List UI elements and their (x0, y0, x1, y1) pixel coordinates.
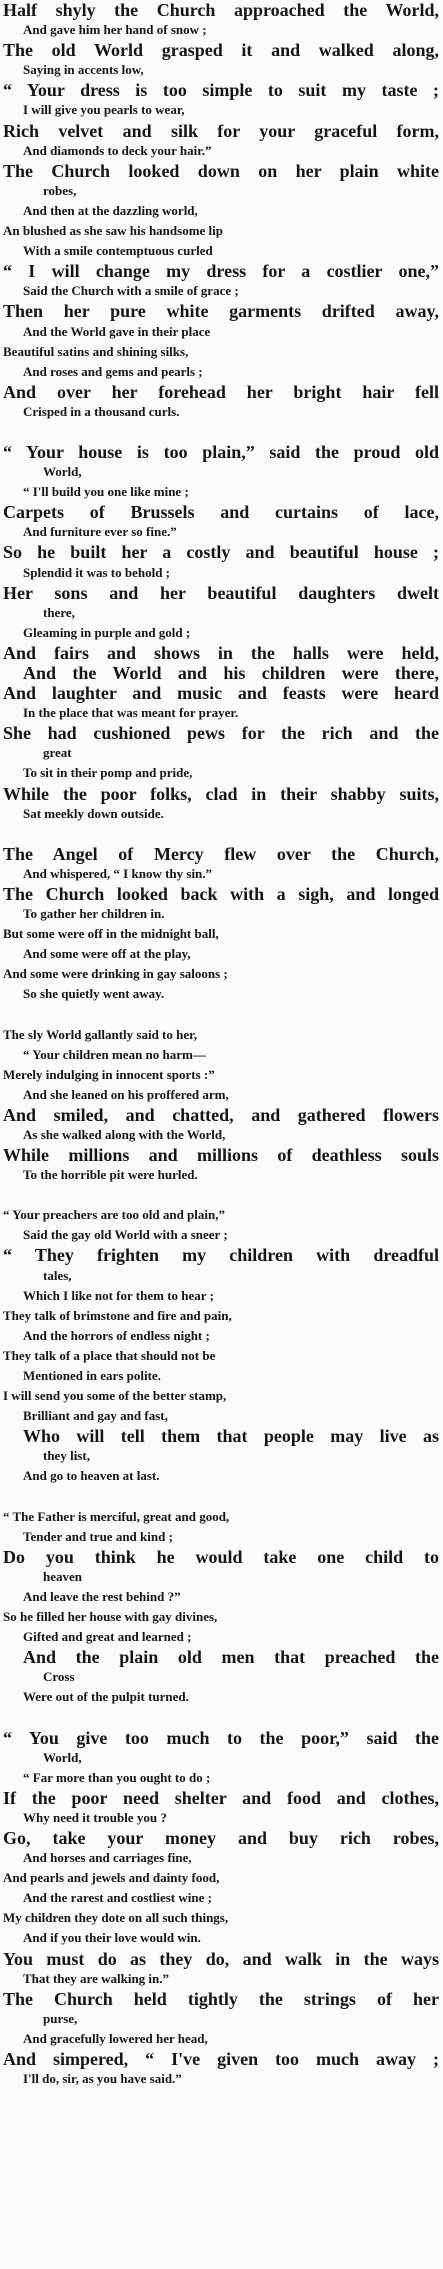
poem-line: Go, take your money and buy rich robes, (3, 1827, 439, 1848)
poem-line: Merely indulging in innocent sports :” (3, 1066, 215, 1082)
poem-line: Carpets of Brussels and curtains of lace, (3, 502, 439, 523)
poem-line: Cross (43, 1669, 75, 1685)
poem-line: So he filled her house with gay divines, (3, 1609, 218, 1625)
poem-line: Brilliant and gay and fast, (23, 1408, 168, 1424)
poem-line: Gleaming in purple and gold ; (23, 624, 191, 640)
poem-line: With a smile contemptuous curled (23, 243, 213, 259)
poem-line: Crisped in a thousand curls. (23, 403, 180, 419)
poem-line: And whispered, “ I know thy sin.” (23, 865, 213, 881)
poem-line: purse, (43, 2010, 78, 2026)
poem-line: So he built her a costly and beautiful house ; (3, 542, 439, 563)
poem-line: Do you think he would take one child to (3, 1546, 439, 1567)
poem-line: And smiled, and chatted, and gathered flowers (3, 1104, 439, 1125)
stanza (3, 1025, 443, 1186)
poem-line: World, (43, 464, 82, 480)
poem-line: “ Your dress is too simple to suit my taste ; (3, 80, 439, 101)
poem-line: An blushed as she saw his handsome lip (3, 223, 223, 239)
poem-line: I will give you pearls to wear, (23, 102, 185, 118)
poem-line: The Church looked down on her plain white (3, 160, 439, 181)
poem-line: Splendid it was to behold ; (23, 564, 171, 580)
poem-line: Said the Church with a smile of grace ; (23, 283, 239, 299)
poem-line: And horses and carriages fine, (23, 1850, 192, 1866)
poem-line: And then at the dazzling world, (23, 202, 198, 218)
poem-line: Which I like not for them to hear ; (23, 1287, 214, 1303)
stanza (3, 442, 443, 824)
poem-line: And some were off at the play, (23, 946, 191, 962)
poem-line: Half shyly the Church approached the World, (3, 0, 439, 20)
poem-line: To the horrible pit were hurled. (23, 1167, 198, 1183)
poem-line: And leave the rest behind ?” (23, 1588, 181, 1604)
poem-line: heaven (43, 1568, 82, 1584)
poem-line: “ Your preachers are too old and plain,” (3, 1207, 225, 1223)
poem-line: I will send you some of the better stamp, (3, 1388, 227, 1404)
stanza (3, 1507, 443, 1708)
poem-line: “ Your house is too plain,” said the proud old (3, 441, 439, 462)
poem-line: there, (43, 604, 75, 620)
poem-line: Sat meekly down outside. (23, 805, 164, 821)
poem-line: While millions and millions of deathless souls (3, 1145, 439, 1166)
poem-line: And if you their love would win. (23, 1930, 201, 1946)
poem-line: And fairs and shows in the halls were held, (3, 642, 439, 663)
poem-line: In the place that was meant for prayer. (23, 705, 239, 721)
poem-line: “ The Father is merciful, great and good, (3, 1508, 230, 1524)
poem-line: “ I'll build you one like mine ; (23, 484, 189, 500)
poem-line: Why need it trouble you ? (23, 1809, 167, 1825)
poem-line: tales, (43, 1267, 72, 1283)
poem-line: they list, (43, 1448, 90, 1464)
poem-line: And pearls and jewels and dainty food, (3, 1870, 220, 1886)
poem-line: To gather her children in. (23, 906, 165, 922)
poem-line: If the poor need shelter and food and clothes, (3, 1787, 439, 1808)
poem-line: Saying in accents low, (23, 62, 144, 78)
poem-line: And the rarest and costliest wine ; (23, 1890, 212, 1906)
poem-line: Rich velvet and silk for your graceful form, (3, 120, 439, 141)
poem-line: Who will tell them that people may live as (23, 1426, 439, 1447)
poem-line: “ Far more than you ought to do ; (23, 1769, 211, 1785)
poem-line: The sly World gallantly said to her, (3, 1026, 197, 1042)
poem-line: Gifted and great and learned ; (23, 1629, 192, 1645)
poem-line: Then her pure white garments drifted away, (3, 301, 439, 322)
poem-line: Her sons and her beautiful daughters dwelt (3, 582, 439, 603)
poem-line: And over her forehead her bright hair fell (3, 381, 439, 402)
poem-line: World, (43, 1749, 82, 1765)
poem-line: “ Your children mean no harm— (23, 1046, 206, 1062)
poem-line: My children they dote on all such things, (3, 1910, 229, 1926)
poem-line: “ You give too much to the poor,” said the (3, 1727, 439, 1748)
poem-line: That they are walking in.” (23, 1970, 170, 1986)
poem-line: And the plain old men that preached the (23, 1647, 439, 1668)
poem-line: Tender and true and kind ; (23, 1528, 173, 1544)
poem-line: And the horrors of endless night ; (23, 1327, 210, 1343)
poem-line: So she quietly went away. (23, 986, 165, 1002)
poem-line: They talk of a place that should not be (3, 1347, 216, 1363)
poem-line: As she walked along with the World, (23, 1126, 226, 1142)
poem-line: Beautiful satins and shining silks, (3, 343, 189, 359)
poem-line: The Church looked back with a sigh, and longed (3, 883, 439, 904)
stanza (3, 1728, 443, 2090)
poem-line: And the World gave in their place (23, 323, 211, 339)
poem-line: And roses and gems and pearls ; (23, 363, 203, 379)
poem-line: Mentioned in ears polite. (23, 1368, 161, 1383)
poem-line: I'll do, sir, as you have said.” (23, 2071, 182, 2087)
poem-line: And go to heaven at last. (23, 1468, 160, 1484)
poem-line: And she leaned on his proffered arm, (23, 1086, 229, 1102)
poem-line: great (43, 745, 72, 761)
stanza (3, 0, 443, 422)
poem-line: The Church held tightly the strings of her (3, 1988, 439, 2009)
poem-line: And some were drinking in gay saloons ; (3, 966, 228, 982)
poem-line: While the poor folks, clad in their shabby suits, (3, 783, 439, 804)
poem-line: And the World and his children were there, (23, 663, 439, 683)
poem-line: And simpered, “ I've given too much away ; (3, 2049, 439, 2069)
poem-line: And laughter and music and feasts were heard (3, 683, 439, 704)
poem-line: The Angel of Mercy flew over the Church, (3, 843, 439, 864)
stanza (3, 1205, 443, 1486)
poem-line: Said the gay old World with a sneer ; (23, 1227, 228, 1243)
poem-line: “ They frighten my children with dreadful (3, 1245, 439, 1266)
poem-line: And furniture ever so fine.” (23, 524, 177, 540)
stanza (3, 844, 443, 1005)
poem-line: “ I will change my dress for a costlier one,” (3, 261, 439, 282)
poem-line: You must do as they do, and walk in the ways (3, 1948, 439, 1969)
poem-line: robes, (43, 182, 77, 198)
poem-line: They talk of brimstone and fire and pain, (3, 1307, 232, 1323)
poem-line: To sit in their pomp and pride, (23, 765, 193, 781)
poem-line: And gave him her hand of snow ; (23, 22, 207, 38)
poem-line: The old World grasped it and walked along, (3, 40, 439, 61)
poem-line: She had cushioned pews for the rich and the (3, 723, 439, 744)
poem-line: But some were off in the midnight ball, (3, 926, 219, 942)
poem-line: And diamonds to deck your hair.” (23, 142, 212, 158)
poem-line: Were out of the pulpit turned. (23, 1689, 189, 1705)
poem-line: And gracefully lowered her head, (23, 2030, 208, 2046)
